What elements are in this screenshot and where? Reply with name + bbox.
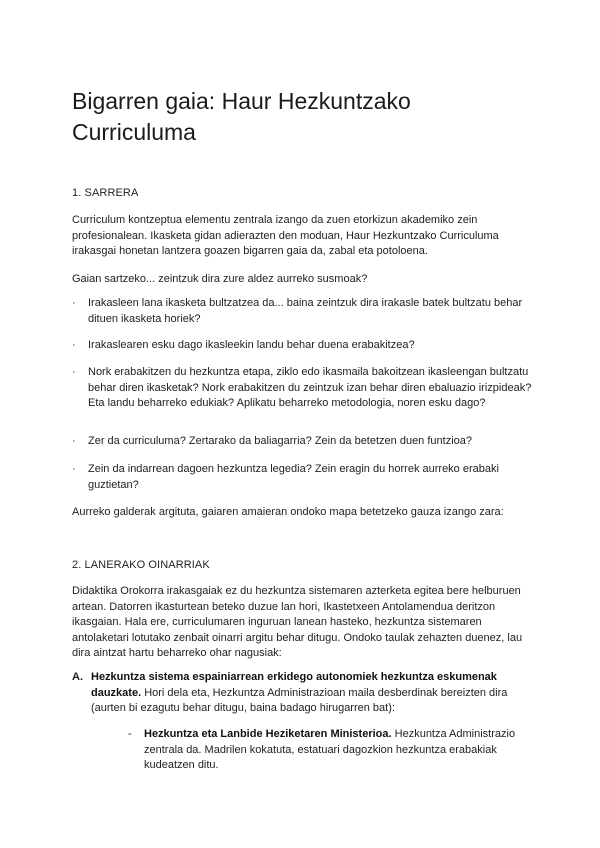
section-2-intro: Didaktika Orokorra irakasgaiak ez du hezkuntza sistemaren azterketa egitea bere helburuen artean. Datorren ikasturtean beteko duzue lan hori, Ikastetxeen Antolamendua deritzon ikasgaian. Hala ere, curriculumaren inguruan lanean hasteko, hezkuntza sistemaren antolaketari lotutako zenbait oinarri argitu behar ditugu. Ondoko taulak zehazten duenez, lau dira aintzat hartu beharreko ohar nagusiak: xyxy=(72,585,523,660)
bullet-icon: · xyxy=(72,463,76,475)
point-a-letter: A. xyxy=(72,671,83,683)
section-2-heading: 2. LANERAKO OINARRIAK xyxy=(72,559,210,571)
list-item xyxy=(72,434,532,450)
list-item xyxy=(72,365,532,412)
bullet-icon: · xyxy=(72,435,76,447)
sub-list-item-text xyxy=(144,727,532,774)
list-item xyxy=(72,296,532,327)
list-item-text: Nork erabakitzen du hezkuntza etapa, ziklo edo ikasmaila bakoitzean ikasleengan bultzatu behar diren ikasketak? Nork erabakitzen du zeintzuk izan behar diren ebaluazio irizpideak? Eta landu beharreko edukiak? Aplikatu beharreko metodologia, noren esku dago? xyxy=(88,366,532,410)
list-item-text: Irakaslearen esku dago ikasleekin landu behar duena erabakitzea? xyxy=(88,339,415,351)
section-1-heading: 1. SARRERA xyxy=(72,187,139,199)
section-1-closing: Aurreko galderak argituta, gaiaren amaieran ondoko mapa betetzeko gauza izango zara: xyxy=(72,506,504,518)
point-a xyxy=(72,670,532,717)
point-a-bold: Hezkuntza sistema espainiarrean erkidego autonomiek hezkuntza eskumenak dauzkate. xyxy=(91,671,497,699)
question-lead: Gaian sartzeko... zeintzuk dira zure aldez aurreko susmoak? xyxy=(72,273,368,285)
list-item xyxy=(72,338,532,354)
list-item-text: Zein da indarrean dagoen hezkuntza legedia? Zein eragin du horrek aurreko erabaki guztietan? xyxy=(88,463,499,491)
bullet-icon: · xyxy=(72,339,76,351)
bullet-icon: · xyxy=(72,366,76,378)
page-title: Bigarren gaia: Haur Hezkuntzako Curriculuma xyxy=(72,88,411,145)
sub-list-item xyxy=(128,727,532,774)
point-a-rest: Hori dela eta, Hezkuntza Administrazioan maila desberdinak bereizten dira (aurten bi ezagutu behar ditugu, baina badago hirugarren bat): xyxy=(91,686,508,715)
dash-icon: - xyxy=(128,728,132,740)
bullet-icon: · xyxy=(72,297,76,309)
point-a-text xyxy=(91,670,532,717)
list-item-text: Zer da curriculuma? Zertarako da baliagarria? Zein da betetzen duen funtzioa? xyxy=(88,435,473,447)
sub-item-rest: Hezkuntza Administrazio zentrala da. Madrilen kokatuta, estatuari dagozkion hezkuntza erabakiak kudeatzen ditu. xyxy=(144,728,516,772)
list-item-text: Irakasleen lana ikasketa bultzatzea da... baina zeintzuk dira irakasle batek bultzatu behar dituen ikasketa horiek? xyxy=(88,297,523,325)
sub-item-bold: Hezkuntza eta Lanbide Heziketaren Ministerioa. xyxy=(144,728,392,740)
list-item xyxy=(72,462,532,493)
section-1-intro: Curriculum kontzeptua elementu zentrala izango da zuen etorkizun akademiko zein profesionalean. Ikasketa gidan adierazten den moduan, Haur Hezkuntzako Curriculuma irakasgai honetan lantzera goazen bigarren gaia da, zabal eta potoloena. xyxy=(72,214,499,258)
